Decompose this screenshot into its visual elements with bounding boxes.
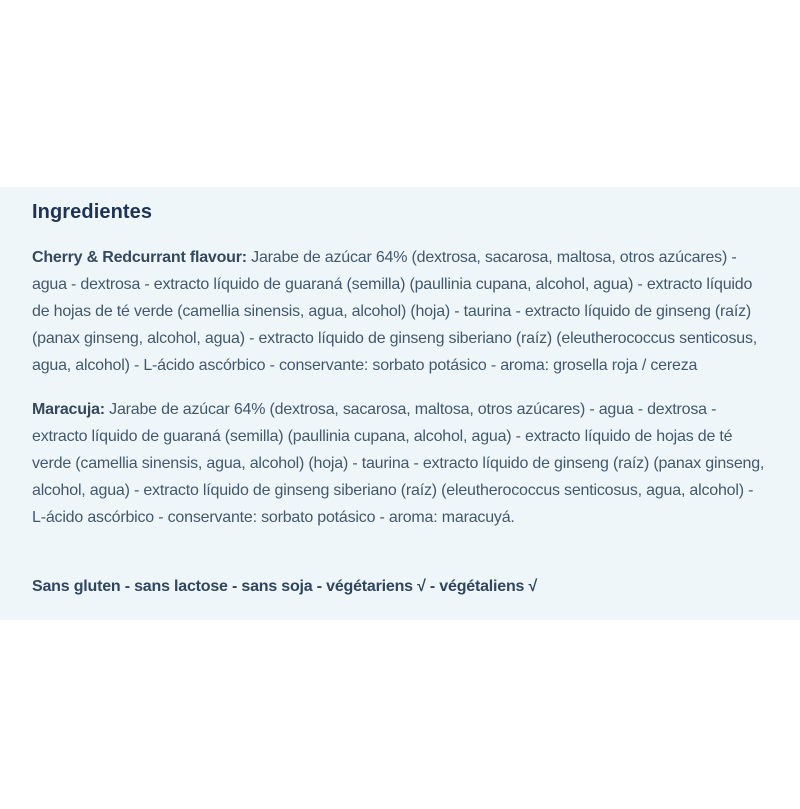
ingredients-text-maracuja: Jarabe de azúcar 64% (dextrosa, sacarosa, maltosa, otros azúcares) - agua - dextrosa - extracto líquido de guaraná (semilla) (paullinia cupana, alcohol, agua) - extracto líquido de hojas de té verde (camellia sinensis, agua, alcohol) (hoja) - taurina - extracto líquido de ginseng (raíz) (panax ginseng, alcohol, agua) - extracto líquido de ginseng siberiano (raíz) (eleutherococcus senticosus, agua, alcohol) - L-ácido ascórbico - conservante: sorbato potásico - aroma: maracuyá. (32, 401, 765, 526)
ingredients-paragraph-cherry-redcurrant (32, 244, 767, 379)
bottom-whitespace (0, 620, 800, 809)
dietary-info-line: Sans gluten - sans lactose - sans soja - végétariens √ - végétaliens √ (32, 578, 538, 595)
ingredients-panel (0, 187, 800, 620)
ingredients-text-cherry-redcurrant: Jarabe de azúcar 64% (dextrosa, sacarosa, maltosa, otros azúcares) - agua - dextrosa - extracto líquido de guaraná (semilla) (paullinia cupana, alcohol, agua) - extracto líquido de hojas de té verde (camellia sinensis, agua, alcohol) (hoja) - taurina - extracto líquido de ginseng (raíz) (panax ginseng, alcohol, agua) - extracto líquido de ginseng siberiano (raíz) (eleutherococcus senticosus, agua, alcohol) - L-ácido ascórbico - conservante: sorbato potásico - aroma: grosella roja / cereza (32, 249, 758, 374)
flavour-label-maracuja: Maracuja: (32, 401, 105, 418)
ingredients-paragraph-maracuja (32, 396, 767, 531)
flavour-label-cherry-redcurrant: Cherry & Redcurrant flavour: (32, 249, 247, 266)
section-title: Ingredientes (32, 201, 153, 223)
top-whitespace (0, 0, 800, 187)
